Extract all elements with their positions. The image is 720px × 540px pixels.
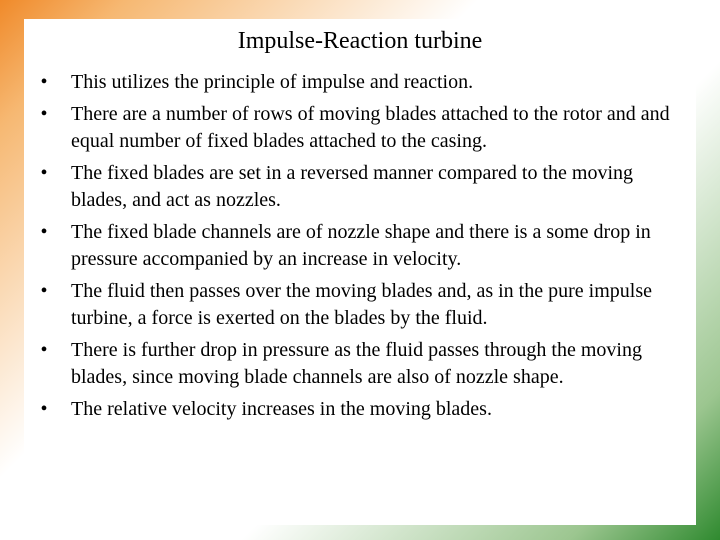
bullet-item [24,219,690,273]
bullet-dot: • [40,398,48,420]
bullet-item [24,337,690,391]
bullet-text: The fluid then passes over the moving blades and, as in the pure impulse turbine, a force is exerted on the blades by the fluid. [71,280,652,329]
bullet-text: There is further drop in pressure as the fluid passes through the moving blades, since moving blade channels are also of nozzle shape. [71,339,642,388]
bullet-dot: • [40,162,48,184]
bullet-dot: • [40,280,48,302]
bullet-dot: • [40,339,48,361]
bullet-item [24,69,690,96]
bullet-text: This utilizes the principle of impulse and reaction. [71,71,474,93]
bullet-text: The fixed blade channels are of nozzle shape and there is a some drop in pressure accompanied by an increase in velocity. [71,221,651,270]
bullet-dot: • [40,103,48,125]
bullet-dot: • [40,221,48,243]
bullet-dot: • [40,71,48,93]
slide-panel [24,19,696,525]
bullet-item [24,278,690,332]
bullet-text: The fixed blades are set in a reversed manner compared to the moving blades, and act as nozzles. [71,162,634,211]
bullet-text: There are a number of rows of moving blades attached to the rotor and and equal number of fixed blades attached to the casing. [71,103,670,152]
bullet-item [24,160,690,214]
bullet-item [24,396,690,423]
bullet-item [24,101,690,155]
bullet-text: The relative velocity increases in the moving blades. [71,398,492,420]
slide-title: Impulse-Reaction turbine [237,28,483,54]
bullet-list [24,69,696,428]
